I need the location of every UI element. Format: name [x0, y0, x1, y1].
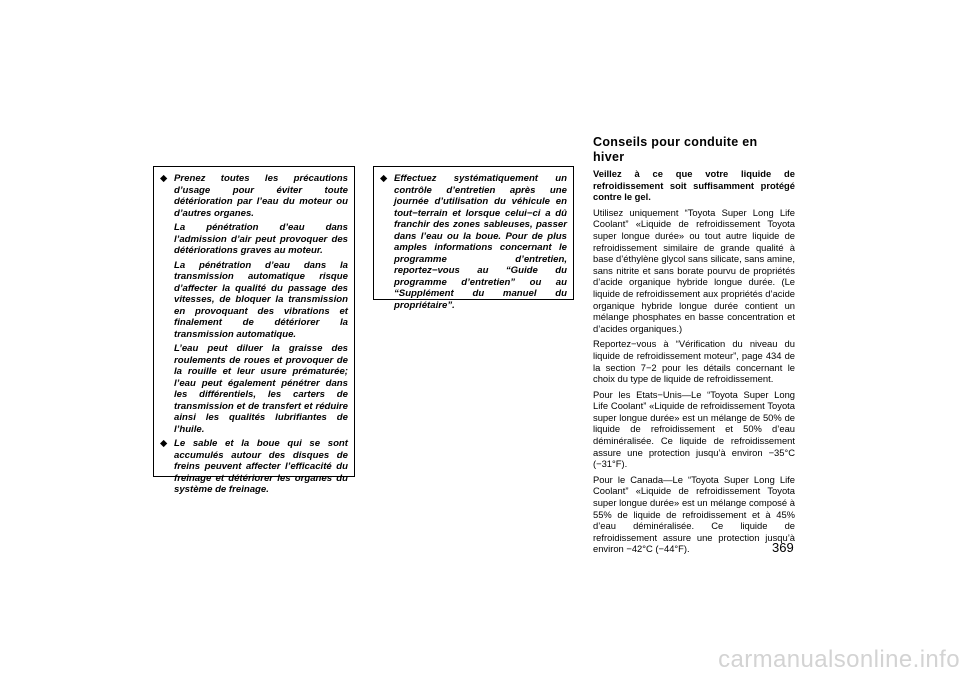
diamond-bullet-icon: ◆ — [160, 173, 168, 184]
caution-box-water-sand — [153, 166, 355, 495]
body-paragraph: Utilisez uniquement “Toyota Super Long Life Coolant” «Liquide de refroidissement Toyota super longue durée» ou tout autre liquide de refroidissement similaire de grande qualité à base d’éthylène glycol sans silicate, sans amine, sans nitrite et sans borate pourvu de propriétés d’acide organique hybride longue durée. (Le liquide de refroidissement aux propriétés d’acide organique hybride longue durée contient un mélange phosphates en basse concentration et d’acides organiques.) — [593, 206, 795, 334]
bullet-item — [160, 173, 348, 219]
bullet-text: Effectuez systématiquement un contrôle d’entretien après une journée d’utilisation du véhicule en tout−terrain et lorsque celui−ci a dû franchir des zones sableuses, passer dans l’eau ou la boue. Pour de plus amples informations concernant le programme d’entretien, reportez−vous au “Guide du programme d’entretien” ou au “Supplément du manuel du propriétaire”. — [394, 173, 567, 311]
caution-box-maintenance — [373, 166, 574, 311]
body-paragraph: Pour le Canada—Le “Toyota Super Long Life Coolant” «Liquide de refroidissement Toyota super longue durée» est un mélange composé à 55% de liquide de refroidissement et à 45% d’eau déminéralisée. Ce liquide de refroidissement assure une protection jusqu’à environ −42°C (−44°F). — [593, 473, 795, 555]
bullet-item — [380, 173, 567, 311]
bullet-item — [160, 438, 348, 496]
body-paragraph: Reportez−vous à “Vérification du niveau du liquide de refroidissement moteur”, page 434 de la section 7−2 pour les détails concernant le choix du type de liquide de refroidissement. — [593, 338, 795, 385]
diamond-bullet-icon: ◆ — [380, 173, 388, 184]
coolant-heading: Veillez à ce que votre liquide de refroidissement soit suffisamment protégé contre le gel. — [593, 168, 795, 203]
caution-paragraph: La pénétration d’eau dans l’admission d’air peut provoquer des détériorations graves au moteur. — [174, 222, 348, 256]
diamond-bullet-icon: ◆ — [160, 438, 168, 449]
bullet-text: Le sable et la boue qui se sont accumulés autour des disques de freins peuvent affecter l’efficacité du freinage et détériorer les organes du système de freinage. — [174, 438, 348, 495]
coolant-column — [593, 168, 795, 559]
caution-paragraph: L’eau peut diluer la graisse des roulements de roues et provoquer de la rouille et leur usure prématurée; l’eau peut également pénétrer dans les différentiels, les carters de transmission et de transfert et réduire ainsi les qualités lubrifiantes de l’huile. — [174, 343, 348, 435]
body-paragraph: Pour les Etats−Unis—Le “Toyota Super Long Life Coolant” «Liquide de refroidissement Toyota super longue durée» est un mélange de 50% de liquide de refroidissement et 50% d’eau déminéralisée. Ce liquide de refroidissement assure une protection jusqu’à environ −35°C (−31°F). — [593, 388, 795, 470]
caution-paragraph: La pénétration d’eau dans la transmission automatique risque d’affecter la qualité du passage des vitesses, de bloquer la transmission en provoquant des vibrations et finalement de détériorer la transmission automatique. — [174, 259, 348, 340]
section-title: Conseils pour conduite en hiver — [593, 135, 758, 164]
bullet-text: Prenez toutes les précautions d’usage pour éviter toute détérioration par l’eau du moteur ou d’autres organes. — [174, 173, 348, 219]
page-number: 369 — [772, 540, 794, 555]
watermark: carmanualsonline.info — [718, 646, 960, 673]
